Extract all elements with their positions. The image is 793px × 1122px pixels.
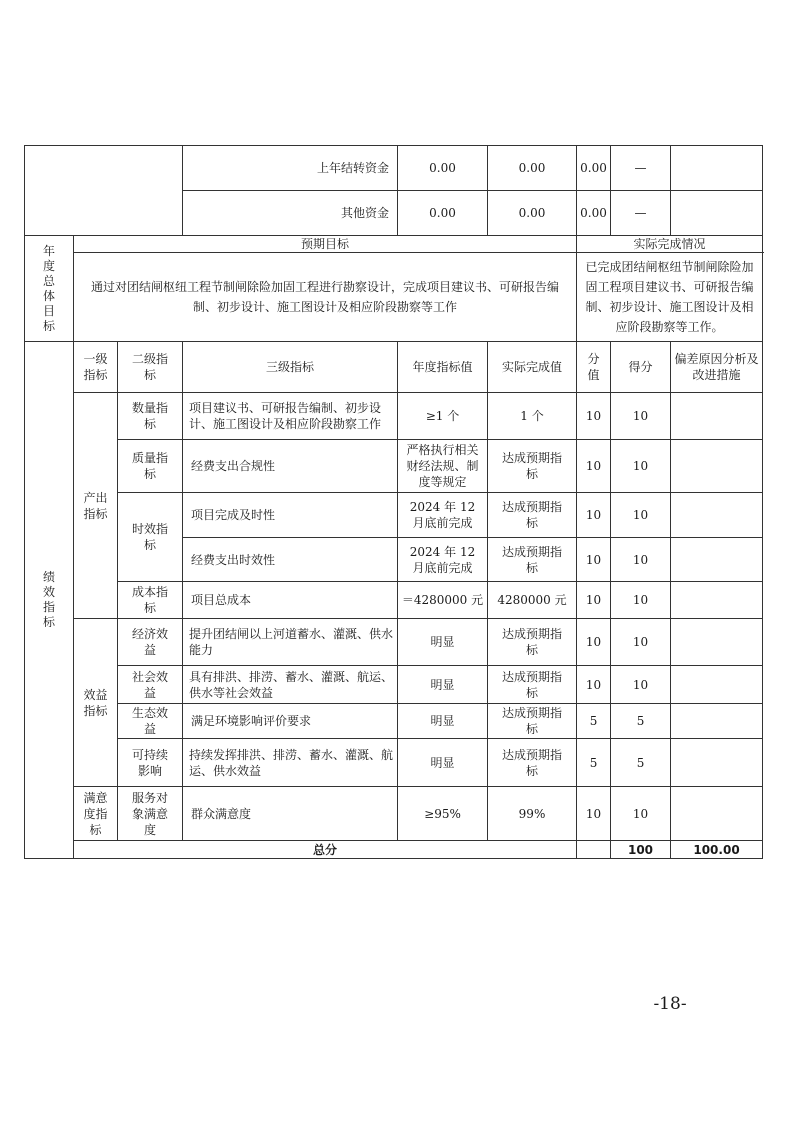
level3-cell: 经费支出合规性: [183, 440, 398, 493]
header-actual: 实际完成值: [488, 342, 577, 393]
header-score: 得分: [611, 342, 671, 393]
analysis-cell: [671, 393, 763, 440]
header-level2: 二级指标: [118, 342, 183, 393]
analysis-cell: [671, 440, 763, 493]
target-cell: 2024 年 12 月底前完成: [398, 538, 488, 582]
level2-cell: 质量指标: [118, 440, 183, 493]
blank-cell: [671, 191, 763, 236]
score-cell: 10: [611, 619, 671, 666]
score-cell: 5: [611, 704, 671, 739]
level3-cell: 具有排洪、排涝、蓄水、灌溉、航运、供水等社会效益: [183, 666, 398, 704]
weight-cell: 5: [577, 704, 611, 739]
blank-cell: [25, 146, 183, 236]
weight-cell: 5: [577, 739, 611, 787]
fund-dash: —: [611, 146, 671, 191]
performance-table: [24, 145, 763, 859]
score-cell: 5: [611, 739, 671, 787]
score-cell: 10: [611, 787, 671, 841]
fund-value: 0.00: [398, 191, 488, 236]
table-row: [25, 582, 763, 619]
score-cell: 10: [611, 393, 671, 440]
page-number: -18-: [653, 994, 687, 1014]
target-cell: 明显: [398, 619, 488, 666]
fund-label: 其他资金: [183, 191, 398, 236]
level2-cell: 服务对象满意度: [118, 787, 183, 841]
actual-header: 实际完成情况: [577, 236, 763, 253]
fund-value: 0.00: [488, 146, 577, 191]
actual-text: 已完成团结闸枢纽节制闸除险加固工程项目建议书、可研报告编制、初步设计、施工图设计及相应阶段勘察等工作。: [577, 253, 763, 342]
blank-cell: [577, 841, 611, 859]
fund-label: 上年结转资金: [183, 146, 398, 191]
level3-cell: 群众满意度: [183, 787, 398, 841]
target-cell: ≥95%: [398, 787, 488, 841]
level2-cell: 数量指标: [118, 393, 183, 440]
actual-cell: 1 个: [488, 393, 577, 440]
actual-cell: 达成预期指标: [488, 440, 577, 493]
analysis-cell: [671, 666, 763, 704]
level2-cell: 时效指标: [118, 493, 183, 582]
target-cell: 明显: [398, 666, 488, 704]
perf-header-row: [25, 342, 763, 393]
level2-cell: 可持续影响: [118, 739, 183, 787]
group-satisfaction: 满意度指标: [74, 787, 118, 841]
weight-cell: 10: [577, 440, 611, 493]
overall-header-row: [25, 236, 763, 253]
score-cell: 10: [611, 538, 671, 582]
analysis-cell: [671, 582, 763, 619]
weight-cell: 10: [577, 619, 611, 666]
weight-cell: 10: [577, 493, 611, 538]
table-row: [25, 619, 763, 666]
header-weight: 分值: [577, 342, 611, 393]
target-cell: ≥1 个: [398, 393, 488, 440]
weight-cell: 10: [577, 393, 611, 440]
actual-cell: 达成预期指标: [488, 538, 577, 582]
analysis-cell: [671, 787, 763, 841]
level3-cell: 提升团结闸以上河道蓄水、灌溉、供水能力: [183, 619, 398, 666]
table-row: [25, 393, 763, 440]
header-target: 年度指标值: [398, 342, 488, 393]
actual-cell: 达成预期指标: [488, 619, 577, 666]
level3-cell: 项目建议书、可研报告编制、初步设计、施工图设计及相应阶段勘察工作: [183, 393, 398, 440]
level3-cell: 经费支出时效性: [183, 538, 398, 582]
level3-cell: 持续发挥排洪、排涝、蓄水、灌溉、航运、供水效益: [183, 739, 398, 787]
group-output: 产出指标: [74, 393, 118, 619]
blank-cell: [671, 146, 763, 191]
fund-value: 0.00: [577, 191, 611, 236]
header-analysis: 偏差原因分析及改进措施: [671, 342, 763, 393]
expected-text: 通过对团结闸枢纽工程节制闸除险加固工程进行勘察设计，完成项目建议书、可研报告编制、初步设计、施工图设计及相应阶段勘察等工作: [74, 253, 577, 342]
target-cell: 明显: [398, 704, 488, 739]
perf-label: 绩效指标: [25, 342, 74, 859]
actual-cell: 4280000 元: [488, 582, 577, 619]
fund-value: 0.00: [488, 191, 577, 236]
level2-cell: 经济效益: [118, 619, 183, 666]
table-row: [25, 440, 763, 493]
analysis-cell: [671, 619, 763, 666]
header-level3: 三级指标: [183, 342, 398, 393]
target-cell: 严格执行相关财经法规、制度等规定: [398, 440, 488, 493]
fund-dash: —: [611, 191, 671, 236]
actual-cell: 达成预期指标: [488, 739, 577, 787]
actual-cell: 达成预期指标: [488, 666, 577, 704]
level3-cell: 项目完成及时性: [183, 493, 398, 538]
level2-cell: 生态效益: [118, 704, 183, 739]
table-row: [25, 787, 763, 841]
overall-text-row: [25, 253, 763, 342]
total-label: 总分: [74, 841, 577, 859]
table-row: [25, 666, 763, 704]
analysis-cell: [671, 538, 763, 582]
weight-cell: 10: [577, 538, 611, 582]
weight-cell: 10: [577, 582, 611, 619]
group-benefit: 效益指标: [74, 619, 118, 787]
level2-cell: 成本指标: [118, 582, 183, 619]
analysis-cell: [671, 739, 763, 787]
target-cell: 2024 年 12 月底前完成: [398, 493, 488, 538]
weight-cell: 10: [577, 666, 611, 704]
overall-label: 年度总体目标: [25, 236, 74, 342]
table-row: [25, 739, 763, 787]
fund-value: 0.00: [577, 146, 611, 191]
weight-cell: 10: [577, 787, 611, 841]
score-cell: 10: [611, 440, 671, 493]
analysis-cell: [671, 493, 763, 538]
fund-value: 0.00: [398, 146, 488, 191]
score-cell: 10: [611, 582, 671, 619]
target-cell: ＝4280000 元: [398, 582, 488, 619]
analysis-cell: [671, 704, 763, 739]
fund-row: [25, 146, 763, 191]
table-row: [25, 493, 763, 538]
table-row: [25, 704, 763, 739]
level2-cell: 社会效益: [118, 666, 183, 704]
total-weight: 100: [611, 841, 671, 859]
score-cell: 10: [611, 493, 671, 538]
score-cell: 10: [611, 666, 671, 704]
header-level1: 一级指标: [74, 342, 118, 393]
level3-cell: 满足环境影响评价要求: [183, 704, 398, 739]
expected-header: 预期目标: [74, 236, 577, 253]
actual-cell: 达成预期指标: [488, 493, 577, 538]
actual-cell: 达成预期指标: [488, 704, 577, 739]
target-cell: 明显: [398, 739, 488, 787]
level3-cell: 项目总成本: [183, 582, 398, 619]
total-score: 100.00: [671, 841, 763, 859]
actual-cell: 99%: [488, 787, 577, 841]
total-row: [25, 841, 763, 859]
